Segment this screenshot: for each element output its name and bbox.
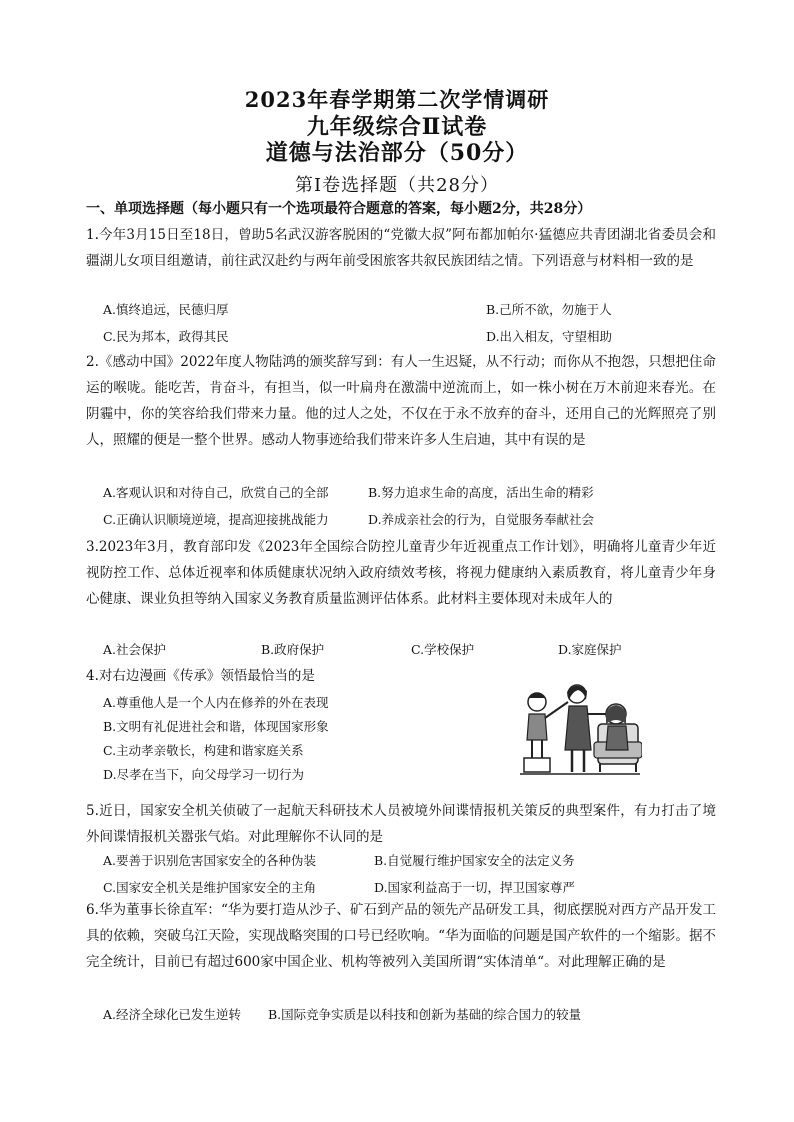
question-5: [86, 798, 716, 850]
exam-title-subject: 道德与法治部分（50分）: [265, 140, 529, 166]
question-3: [86, 534, 716, 612]
option-b: B.己所不欲，勿施于人: [486, 302, 612, 317]
question-stem: 4.对右边漫画《传承》领悟最恰当的是: [86, 668, 315, 684]
question-stem: 3.2023年3月，教育部印发《2023年全国综合防控儿童青少年近视重点工作计划》，明确将儿童青少年近视防控工作、总体近视率和体质健康状况纳入政府绩效考核，将视力健康纳入素质教育，将儿童青少年身心健康、课业负担等纳入国家义务教育质量监测评估体系。此材料主要体现对未成年人的: [86, 539, 716, 607]
option-b: B.文明有礼促进社会和谐，体现国家形象: [103, 719, 329, 734]
option-b: B.自觉履行维护国家安全的法定义务: [374, 853, 575, 868]
question-2: [86, 349, 716, 453]
option-c: C.国家安全机关是维护国家安全的主角: [103, 880, 317, 895]
question-stem: 6.华为董事长徐直军：“华为要打造从沙子、矿石到产品的领先产品研发工具，彻底摆脱对西方产品开发工具的依赖，突破乌江天险，实现战略突围的口号已经吹响。“华为面临的问题是国产软件的一个缩影。据不完全统计，目前已有超过600家中国企业、机构等被列入美国所谓“实体清单“。对此理解正确的是: [86, 902, 716, 970]
question-6: [86, 897, 716, 975]
option-d: D.国家利益高于一切，捍卫国家尊严: [374, 880, 576, 895]
option-c: C.学校保护: [411, 642, 475, 657]
exam-title-term: 2023年春学期第二次学情调研: [244, 87, 550, 112]
option-d: D.出入相友，守望相助: [486, 329, 613, 344]
option-c: C.主动孝亲敬长，构建和谐家庭关系: [103, 743, 304, 758]
option-c: C.民为邦本，政得其民: [103, 329, 229, 344]
exam-title-grade: 九年级综合Ⅱ试卷: [306, 114, 488, 140]
option-d: D.养成亲社会的行为，自觉服务奉献社会: [368, 512, 595, 527]
question-stem: 5.近日，国家安全机关侦破了一起航天科研技术人员被境外间谍情报机关策反的典型案件，有力打击了境外间谍情报机关嚣张气焰。对此理解你不认同的是: [86, 803, 716, 845]
option-a: A.经济全球化已发生逆转: [103, 1007, 242, 1022]
cartoon-image: [516, 680, 642, 778]
question-1: [86, 222, 716, 274]
option-b: B.努力追求生命的高度，活出生命的精彩: [368, 485, 594, 500]
exam-title-volume: 第Ⅰ卷选择题（共28分）: [294, 175, 499, 196]
section-heading: 一、单项选择题（每小题只有一个选项最符合题意的答案，每小题2分，共28分）: [86, 201, 592, 217]
question-stem: 2.《感动中国》2022年度人物陆鸿的颁奖辞写到：有人一生迟疑，从不行动；而你从不抱怨，只想把住命运的喉咙。能吃苦，肯奋斗，有担当，似一叶扁舟在激湍中逆流而上，如一株小树在万木前迎来春光。在阴霾中，你的笑容给我们带来力量。他的过人之处，不仅在于永不放弃的奋斗，还用自己的光辉照亮了别人，照耀的便是一整个世界。感动人物事迹给我们带来许多人生启迪，其中有误的是: [86, 354, 716, 448]
question-stem: 1.今年3月15日至18日，曾助5名武汉游客脱困的“党徽大叔”阿布都加帕尔·猛德应共青团湖北省委员会和疆湖儿女项目组邀请，前往武汉赴约与两年前受困旅客共叙民族团结之情。下列语意与材料相一致的是: [86, 227, 716, 269]
option-b: B.政府保护: [261, 642, 325, 657]
option-d: D.家庭保护: [558, 642, 622, 657]
question-4: [86, 663, 486, 689]
option-a: A.社会保护: [103, 642, 167, 657]
option-b: B.国际竞争实质是以科技和创新为基础的综合国力的较量: [268, 1007, 582, 1022]
option-a: A.要善于识别危害国家安全的各种伪装: [103, 853, 317, 868]
option-d: D.尽孝在当下，向父母学习一切行为: [103, 767, 305, 782]
option-a: A.慎终追远，民德归厚: [103, 302, 229, 317]
option-c: C.正确认识顺境逆境，提高迎接挑战能力: [103, 512, 329, 527]
option-a: A.尊重他人是一个人内在修养的外在表现: [103, 695, 329, 710]
option-a: A.客观认识和对待自己，欣赏自己的全部: [103, 485, 329, 500]
